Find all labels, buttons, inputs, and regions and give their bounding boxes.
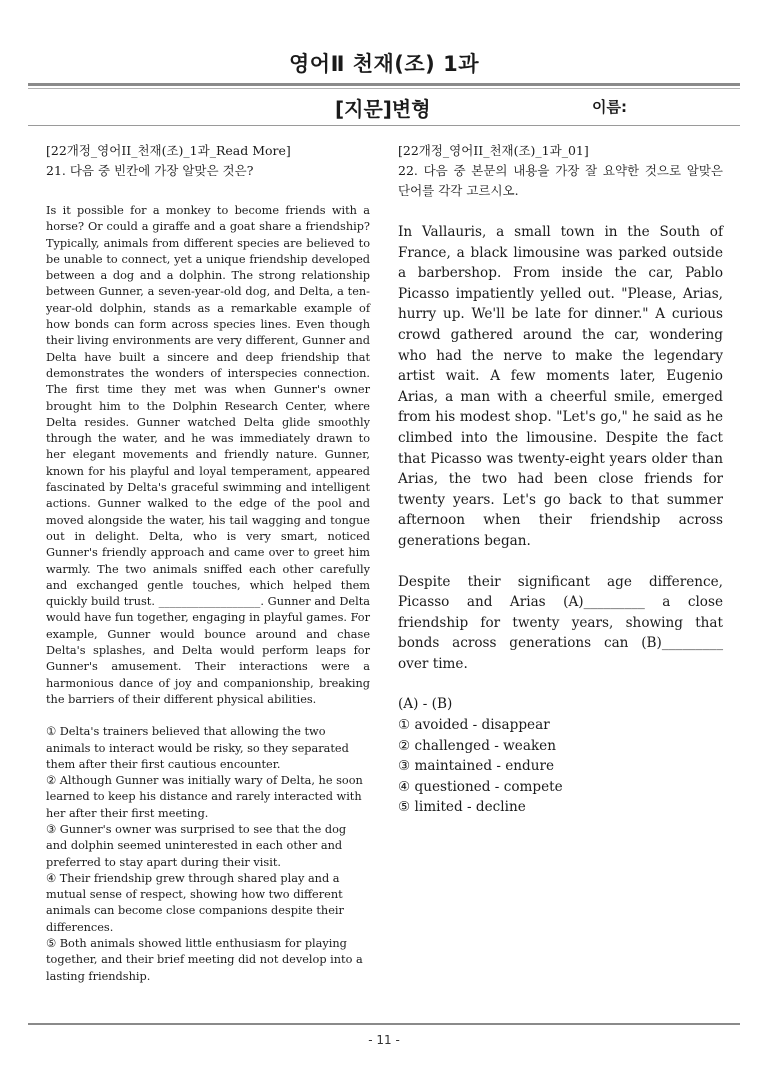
option-4: ④ Their friendship grew through shared play and a mutual sense of respect, showing how two different animals can become close companions despite their differences. [46, 871, 344, 934]
question-22-prompt: 22. 다음 중 본문의 내용을 가장 잘 요약한 것으로 알맞은 단어를 각각 고르시오. [398, 163, 723, 198]
choices-header: (A) - (B) [398, 696, 453, 713]
header-rule-thin [28, 88, 740, 89]
choice-1: ① avoided - disappear [398, 717, 550, 734]
right-column [398, 141, 723, 818]
header-rule [28, 83, 740, 86]
left-column [46, 141, 370, 985]
name-field-label: 이름: [592, 98, 627, 116]
choice-2: ② challenged - weaken [398, 737, 556, 754]
question-22-passage: In Vallauris, a small town in the South of France, a black limousine was parked outside a barbershop. From inside the car, Pablo Picasso impatiently yelled out. "Please, Arias, hurry up. We'll be late for dinner." A curious crowd gathered around the car, wondering who had the nerve to make the legendary artist wait. A few moments later, Eugenio Arias, a man with a cheerful smile, emerged from his modest shop. "Let's go," he said as he climbed into the limousine. Despite the fact that Picasso was twenty-eight years older than Arias, the two had been close friends for twenty years. Let's go back to that summer afternoon when their friendship across generations began. [398, 224, 723, 549]
choice-3: ③ maintained - endure [398, 758, 555, 775]
question-22-summary: Despite their significant age difference, Picasso and Arias (A)_________ a close friendship for twenty years, showing that bonds across generations can (B)_________ over time. [398, 573, 723, 672]
question-21-prompt: 21. 다음 중 빈칸에 가장 알맞은 것은? [46, 163, 254, 178]
question-22-source: [22개정_영어II_천재(조)_1과_01] [398, 143, 589, 158]
question-22-choices [398, 694, 723, 818]
option-3: ③ Gunner's owner was surprised to see that the dog and dolphin seemed uninterested in each other and preferred to stay apart during their visit. [46, 822, 347, 869]
question-21-options [46, 724, 370, 985]
option-2: ② Although Gunner was initially wary of Delta, he soon learned to keep his distance and rarely interacted with her after their first meeting. [46, 774, 363, 820]
page-title: 영어Ⅱ 천재(조) 1과 [289, 52, 479, 76]
choice-4: ④ questioned - compete [398, 778, 563, 795]
option-1: ① Delta's trainers believed that allowing the two animals to interact would be risky, so they separated them after their first cautious encounter. [46, 725, 349, 771]
subtitle-rule [28, 125, 740, 126]
option-5: ⑤ Both animals showed little enthusiasm for playing together, and their brief meeting did not develop into a lasting friendship. [46, 937, 363, 983]
section-subtitle: [지문]변형 [335, 97, 431, 121]
question-21-passage: Is it possible for a monkey to become friends with a horse? Or could a giraffe and a goat share a friendship? Typically, animals from different species are believed to be unable to connect, yet a unique friendship developed between a dog and a dolphin. The strong relationship between Gunner, a seven-year-old dog, and Delta, a ten-year-old dolphin, stands as a remarkable example of how bonds can form across species lines. Even though their living environments are very different, Gunner and Delta have built a sincere and deep friendship that demonstrates the wonders of interspecies connection. The first time they met was when Gunner's owner brought him to the Dolphin Research Center, where Delta resides. Gunner watched Delta glide smoothly through the water, and he was immediately drawn to her elegant movements and friendly nature. Gunner, known for his playful and loyal temperament, appeared fascinated by Delta's graceful swimming and intelligent actions. Gunner walked to the edge of the pool and moved alongside the water, his tail wagging and tongue out in delight. Delta, who is very smart, noticed Gunner's friendly approach and came over to greet him warmly. The two animals sniffed each other carefully and exchanged gentle touches, which helped them quickly build trust. __________________. Gunner and Delta would have fun together, engaging in playful games. For example, Gunner would bounce around and chase Delta's splashes, and Delta would perform leaps for Gunner's amusement. Their interactions were a harmonious dance of joy and companionship, breaking the barriers of their different physical abilities. [46, 204, 371, 706]
choice-5: ⑤ limited - decline [398, 799, 526, 816]
question-21-source: [22개정_영어II_천재(조)_1과_Read More] [46, 143, 291, 158]
page-number: - 11 - [368, 1033, 400, 1047]
footer-rule [28, 1023, 740, 1025]
